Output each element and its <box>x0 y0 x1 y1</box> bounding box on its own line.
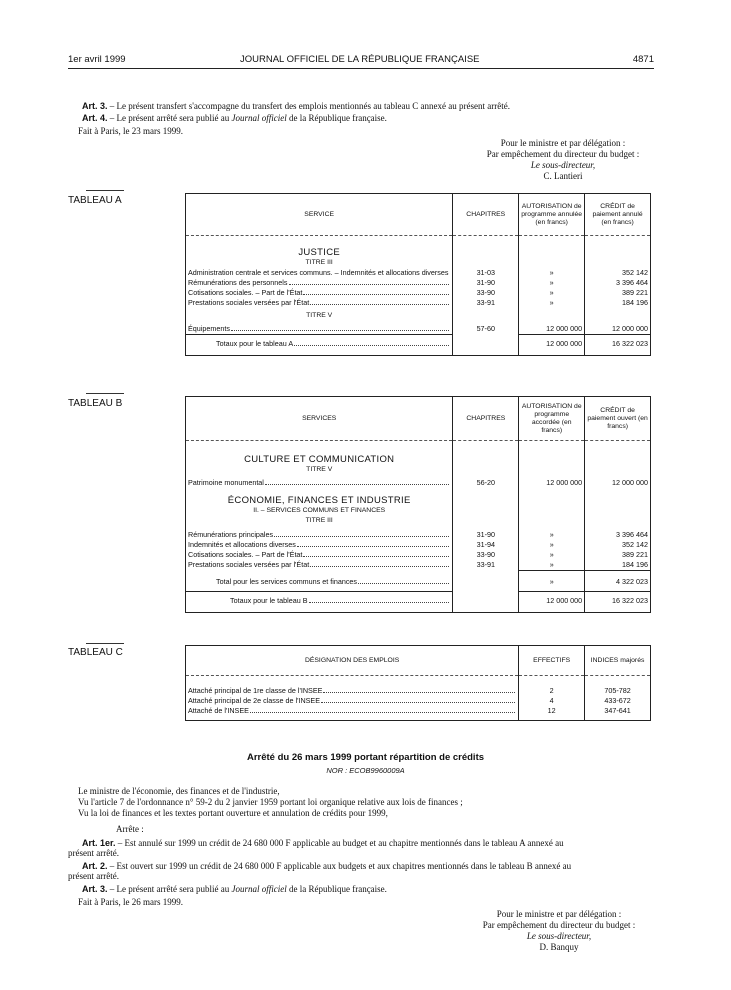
ministry-economie: ÉCONOMIE, FINANCES ET INDUSTRIE <box>227 495 411 506</box>
decree-preamble-vu-1: Vu l'article 7 de l'ordonnance n° 59-2 du 2 janvier 1959 portant loi organique relative aux lois de finances ; <box>78 797 463 807</box>
header-date: 1er avril 1999 <box>68 54 126 65</box>
page-header <box>68 54 654 68</box>
decree-title: Arrêté du 26 mars 1999 portant répartition de crédits <box>246 752 485 763</box>
col-header-autorisation: AUTORISATION de programme annulée (en francs) <box>519 194 585 236</box>
titre-iii: TITRE III <box>305 517 333 524</box>
table-row: Attaché de l'INSEE 12 347-641 <box>186 706 651 721</box>
nor-reference: NOR : ECOB9960009A <box>326 766 405 775</box>
article-1-second: Art. 1er. – Est annulé sur 1999 un crédit de 24 680 000 F applicable au budget et au chapitre mentionnés dans le tableau A annexé au <box>82 838 564 848</box>
tableau-b-label: TABLEAU B <box>68 398 123 409</box>
titre-iii: TITRE III <box>305 259 333 266</box>
col-header-credit: CRÉDIT de paiement ouvert (en francs) <box>585 397 651 441</box>
table-row: Rémunérations des personnels 31-90 » 3 396 464 <box>186 278 651 288</box>
header-page-number: 4871 <box>632 54 654 65</box>
col-header-chapitres: CHAPITRES <box>453 194 519 236</box>
article-4-first: Art. 4. – Le présent arrêté sera publié au Journal officiel de la République française. <box>82 113 387 123</box>
table-row: Patrimoine monumental 56-20 12 000 000 12 000 000 <box>186 475 651 488</box>
tableau-b-rule <box>86 393 124 394</box>
ministry-justice: JUSTICE <box>298 247 340 258</box>
done-at-paris-first: Fait à Paris, le 23 mars 1999. <box>78 126 183 136</box>
tableau-c-label: TABLEAU C <box>68 647 123 658</box>
table-row: Attaché principal de 2e classe de l'INSEE 4 433-672 <box>186 696 651 706</box>
decree-preamble-minister: Le ministre de l'économie, des finances et de l'industrie, <box>78 786 280 796</box>
col-header-service: SERVICE <box>186 194 453 236</box>
header-journal-title: JOURNAL OFFICIEL DE LA RÉPUBLIQUE FRANÇAISE <box>240 54 480 65</box>
table-row: Cotisations sociales. – Part de l'État 33-90 » 389 221 <box>186 550 651 560</box>
decree-arrete: Arrête : <box>116 824 144 834</box>
article-3-second: Art. 3. – Le présent arrêté sera publié au Journal officiel de la République française. <box>82 884 387 894</box>
col-header-designation: DÉSIGNATION DES EMPLOIS <box>186 646 519 676</box>
signature-block-second: Pour le ministre et par délégation : Par empêchement du directeur du budget : Le sous-directeur, D. Banquy <box>482 909 636 952</box>
total-row: Totaux pour le tableau A 12 000 000 16 322 023 <box>186 335 651 356</box>
col-header-autorisation: AUTORISATION de programme accordée (en francs) <box>519 397 585 441</box>
table-row: Prestations sociales versées par l'État 33-91 » 184 196 <box>186 298 651 308</box>
table-row: Prestations sociales versées par l'État 33-91 » 184 196 <box>186 560 651 571</box>
col-header-credit: CRÉDIT de paiement annulé (en francs) <box>585 194 651 236</box>
article-1-continuation: présent arrêté. <box>68 848 119 858</box>
col-header-services: SERVICES <box>186 397 453 441</box>
table-row: Administration centrale et services communs. – Indemnités et allocations diverses 31-03 » 352 142 <box>186 268 651 278</box>
ministry-culture: CULTURE ET COMMUNICATION <box>244 454 395 465</box>
table-row: Équipements 57-60 12 000 000 12 000 000 <box>186 321 651 335</box>
table-row: Attaché principal de 1re classe de l'INSEE 2 705-782 <box>186 686 651 696</box>
done-at-paris-second: Fait à Paris, le 26 mars 1999. <box>78 897 183 907</box>
signature-block-first: Pour le ministre et par délégation : Par empêchement du directeur du budget : Le sous-directeur, C. Lantieri <box>486 138 640 181</box>
table-row: Rémunérations principales 31-90 » 3 396 464 <box>186 526 651 540</box>
total-row: Totaux pour le tableau B 12 000 000 16 322 023 <box>186 591 651 612</box>
table-row: Indemnités et allocations diverses 31-94 » 352 142 <box>186 540 651 550</box>
tableau-a <box>185 193 651 356</box>
table-row: Cotisations sociales. – Part de l'État 33-90 » 389 221 <box>186 288 651 298</box>
subtotal-row: Total pour les services communs et finances » 4 322 023 <box>186 571 651 592</box>
col-header-indices: INDICES majorés <box>585 646 651 676</box>
tableau-b <box>185 396 651 613</box>
article-2-second: Art. 2. – Est ouvert sur 1999 un crédit de 24 680 000 F applicable aux budgets et aux chapitres mentionnés dans le tableau B annexé au <box>82 861 572 871</box>
article-2-continuation: présent arrêté. <box>68 871 119 881</box>
tableau-a-label: TABLEAU A <box>68 195 122 206</box>
article-3-first: Art. 3. – Le présent transfert s'accompagne du transfert des emplois mentionnés au tableau C annexé au présent arrêté. <box>82 101 510 111</box>
tableau-c-rule <box>86 643 124 644</box>
header-rule <box>68 68 654 69</box>
tableau-c <box>185 645 651 721</box>
col-header-effectifs: EFFECTIFS <box>519 646 585 676</box>
col-header-chapitres: CHAPITRES <box>453 397 519 441</box>
decree-preamble-vu-2: Vu la loi de finances et les textes portant ouverture et annulation de crédits pour 1999, <box>78 808 388 818</box>
section-services-communs: II. – SERVICES COMMUNS ET FINANCES <box>253 507 386 514</box>
titre-v: TITRE V <box>306 466 333 473</box>
titre-v: TITRE V <box>306 312 333 319</box>
tableau-a-rule <box>86 190 124 191</box>
